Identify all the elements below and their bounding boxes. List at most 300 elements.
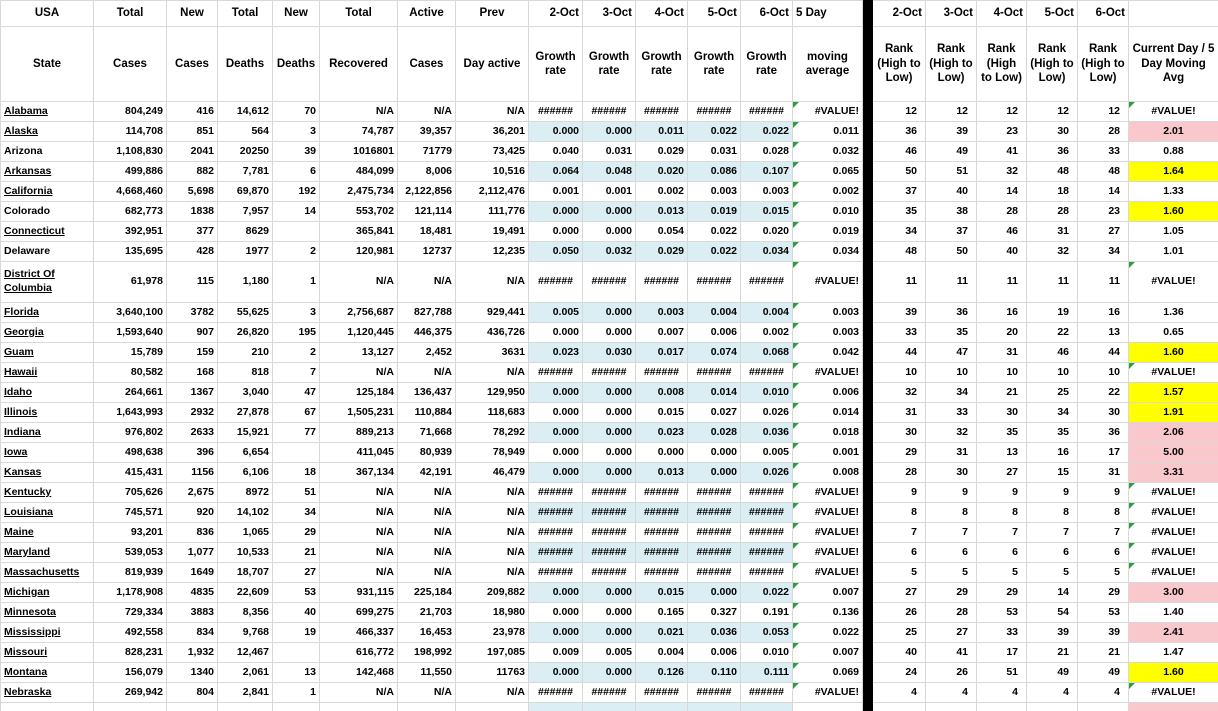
- cell-moving-average[interactable]: #VALUE!: [793, 262, 863, 303]
- cell-active-cases[interactable]: 2,452: [398, 343, 456, 363]
- cell-growth-rate-4[interactable]: 0.074: [688, 343, 741, 363]
- cell-current-vs-avg[interactable]: #VALUE!: [1129, 483, 1218, 503]
- cell-total-deaths[interactable]: 3,040: [218, 383, 273, 403]
- cell-new-cases[interactable]: 1156: [167, 463, 218, 483]
- cell-current-vs-avg[interactable]: 1.60: [1129, 202, 1218, 222]
- cell-active-cases[interactable]: 42,191: [398, 463, 456, 483]
- header-growth-date-2[interactable]: 3-Oct: [583, 1, 636, 27]
- cell-rank-5[interactable]: 17: [1078, 443, 1129, 463]
- cell-new-deaths[interactable]: 77: [273, 423, 320, 443]
- cell-growth-rate-1[interactable]: 0.000: [529, 443, 583, 463]
- cell-prev-day-active[interactable]: N/A: [456, 363, 529, 383]
- cell-growth-rate-2[interactable]: ######: [583, 543, 636, 563]
- cell-growth-rate-5[interactable]: 0.068: [741, 343, 793, 363]
- cell-current-vs-avg[interactable]: #VALUE!: [1129, 543, 1218, 563]
- cell-rank-2[interactable]: 4: [926, 683, 977, 703]
- cell-current-vs-avg[interactable]: 1.01: [1129, 242, 1218, 262]
- header-rank-2[interactable]: Rank (High to Low): [926, 27, 977, 102]
- cell-rank-4[interactable]: 18: [1027, 182, 1078, 202]
- cell-prev-day-active[interactable]: 436,726: [456, 323, 529, 343]
- cell-prev-day-active[interactable]: 11763: [456, 663, 529, 683]
- cell-rank-3[interactable]: 46: [977, 222, 1027, 242]
- cell-new-deaths[interactable]: [273, 643, 320, 663]
- cell-growth-rate-2[interactable]: 0.030: [583, 343, 636, 363]
- cell-current-vs-avg[interactable]: 1.91: [1129, 403, 1218, 423]
- cell-active-cases[interactable]: 198,992: [398, 643, 456, 663]
- cell-growth-rate-4[interactable]: ######: [688, 503, 741, 523]
- cell-active-cases[interactable]: N/A: [398, 683, 456, 703]
- cell-total-deaths[interactable]: 55,625: [218, 303, 273, 323]
- cell-rank-2[interactable]: 26: [926, 663, 977, 683]
- cell-rank-2[interactable]: 40: [926, 182, 977, 202]
- cell-prev-day-active[interactable]: 129,950: [456, 383, 529, 403]
- cell-new-deaths[interactable]: 3: [273, 122, 320, 142]
- cell-growth-rate-3[interactable]: ######: [636, 363, 688, 383]
- cell-total-cases[interactable]: 156,079: [94, 663, 167, 683]
- cell-current-vs-avg[interactable]: 0.65: [1129, 323, 1218, 343]
- cell-active-cases[interactable]: 2,122,856: [398, 182, 456, 202]
- cell-prev-day-active[interactable]: 23,978: [456, 623, 529, 643]
- cell-rank-2[interactable]: 36: [926, 303, 977, 323]
- cell-new-cases[interactable]: 804: [167, 683, 218, 703]
- cell-moving-average[interactable]: 0.136: [793, 603, 863, 623]
- cell-new-deaths[interactable]: 40: [273, 603, 320, 623]
- header-growth-rate-5[interactable]: Growth rate: [741, 27, 793, 102]
- cell-current-vs-avg[interactable]: 1.33: [1129, 182, 1218, 202]
- cell-rank-4[interactable]: 32: [1027, 242, 1078, 262]
- header-rank-5[interactable]: Rank (High to Low): [1078, 27, 1129, 102]
- cell-new-cases[interactable]: 834: [167, 623, 218, 643]
- cell-growth-rate-3[interactable]: 0.008: [636, 383, 688, 403]
- cell-current-vs-avg[interactable]: 2.06: [1129, 423, 1218, 443]
- cell-rank-1[interactable]: 6: [873, 543, 926, 563]
- cell-rank-4[interactable]: 30: [1027, 122, 1078, 142]
- cell-growth-rate-2[interactable]: 0.000: [583, 603, 636, 623]
- cell-new-deaths[interactable]: 27: [273, 563, 320, 583]
- cell-current-vs-avg[interactable]: 1.36: [1129, 303, 1218, 323]
- cell-total-cases[interactable]: 269,942: [94, 683, 167, 703]
- cell-current-vs-avg[interactable]: 2.41: [1129, 623, 1218, 643]
- cell-growth-rate-3[interactable]: ######: [636, 503, 688, 523]
- cell-current-vs-avg[interactable]: 1.57: [1129, 383, 1218, 403]
- cell-total-deaths[interactable]: 10,533: [218, 543, 273, 563]
- cell-rank-4[interactable]: 35: [1027, 423, 1078, 443]
- cell-rank-3[interactable]: 6: [977, 543, 1027, 563]
- cell-total-recovered[interactable]: N/A: [320, 363, 398, 383]
- cell-growth-rate-3[interactable]: 0.126: [636, 663, 688, 683]
- cell-growth-rate-1[interactable]: 0.000: [529, 222, 583, 242]
- cell-rank-3[interactable]: 7: [977, 523, 1027, 543]
- header-new-deaths-1[interactable]: New: [273, 1, 320, 27]
- cell-moving-average[interactable]: 0.010: [793, 202, 863, 222]
- cell-growth-rate-5[interactable]: ######: [741, 563, 793, 583]
- cell-rank-1[interactable]: 5: [873, 563, 926, 583]
- cell-growth-rate-2[interactable]: 0.000: [583, 403, 636, 423]
- cell-state[interactable]: Hawaii: [1, 363, 94, 383]
- cell-rank-5[interactable]: 27: [1078, 222, 1129, 242]
- cell-growth-rate-1[interactable]: 0.005: [529, 303, 583, 323]
- cell-growth-rate-2[interactable]: 0.000: [583, 583, 636, 603]
- cell-growth-rate-2[interactable]: ######: [583, 503, 636, 523]
- cell-rank-1[interactable]: 36: [873, 122, 926, 142]
- cell-growth-rate-4[interactable]: ######: [688, 523, 741, 543]
- cell-total-recovered[interactable]: 2,756,687: [320, 303, 398, 323]
- cell-growth-rate-3[interactable]: ######: [636, 563, 688, 583]
- cell-rank-3[interactable]: 35: [977, 423, 1027, 443]
- cell-growth-rate-2[interactable]: 0.048: [583, 162, 636, 182]
- cell-total-cases[interactable]: 705,626: [94, 483, 167, 503]
- cell-moving-average[interactable]: #VALUE!: [793, 683, 863, 703]
- cell-new-deaths[interactable]: 195: [273, 323, 320, 343]
- cell-growth-rate-2[interactable]: 0.031: [583, 142, 636, 162]
- cell-growth-rate-3[interactable]: 0.003: [636, 303, 688, 323]
- cell-new-cases[interactable]: 115: [167, 262, 218, 303]
- cell-rank-3[interactable]: 51: [977, 663, 1027, 683]
- cell-rank-4[interactable]: 36: [1027, 142, 1078, 162]
- cell-rank-2[interactable]: 49: [926, 142, 977, 162]
- cell-new-cases[interactable]: 920: [167, 503, 218, 523]
- cell-growth-rate-5[interactable]: 0.026: [741, 403, 793, 423]
- cell-prev-day-active[interactable]: 3631: [456, 343, 529, 363]
- cell-rank-3[interactable]: 33: [977, 623, 1027, 643]
- cell-growth-rate-4[interactable]: 0.004: [688, 303, 741, 323]
- cell-moving-average[interactable]: #VALUE!: [793, 363, 863, 383]
- cell-state[interactable]: Kansas: [1, 463, 94, 483]
- cell-growth-rate-4[interactable]: 0.086: [688, 162, 741, 182]
- cell-total-recovered[interactable]: N/A: [320, 262, 398, 303]
- cell-total-cases[interactable]: 1,643,993: [94, 403, 167, 423]
- cell-growth-rate-4[interactable]: 0.027: [688, 403, 741, 423]
- cell-growth-rate-4[interactable]: ######: [688, 683, 741, 703]
- cell-rank-1[interactable]: 10: [873, 363, 926, 383]
- cell-growth-rate-1[interactable]: 0.000: [529, 323, 583, 343]
- cell-current-vs-avg[interactable]: 1.64: [1129, 162, 1218, 182]
- cell-state[interactable]: Louisiana: [1, 503, 94, 523]
- cell-rank-1[interactable]: 28: [873, 463, 926, 483]
- header-day-active[interactable]: Day active: [456, 27, 529, 102]
- cell-rank-3[interactable]: 30: [977, 403, 1027, 423]
- cell-total-deaths[interactable]: 7,957: [218, 202, 273, 222]
- cell-prev-day-active[interactable]: 18,980: [456, 603, 529, 623]
- cell-growth-rate-2[interactable]: ######: [583, 102, 636, 122]
- cell-rank-3[interactable]: 12: [977, 102, 1027, 122]
- cell-growth-rate-5[interactable]: 0.028: [741, 142, 793, 162]
- header-growth-rate-2[interactable]: Growth rate: [583, 27, 636, 102]
- cell-total-recovered[interactable]: N/A: [320, 102, 398, 122]
- cell-prev-day-active[interactable]: 10,516: [456, 162, 529, 182]
- cell-new-deaths[interactable]: 6: [273, 162, 320, 182]
- cell-moving-average[interactable]: #VALUE!: [793, 102, 863, 122]
- cell-rank-5[interactable]: 33: [1078, 142, 1129, 162]
- cell-prev-day-active[interactable]: N/A: [456, 563, 529, 583]
- cell-current-vs-avg[interactable]: 1.40: [1129, 603, 1218, 623]
- cell-growth-rate-2[interactable]: ######: [583, 262, 636, 303]
- cell-growth-rate-1[interactable]: ######: [529, 483, 583, 503]
- cell-total-cases[interactable]: 729,334: [94, 603, 167, 623]
- cell-rank-3[interactable]: 14: [977, 182, 1027, 202]
- cell-rank-2[interactable]: 35: [926, 323, 977, 343]
- cell-state[interactable]: Iowa: [1, 443, 94, 463]
- cell-growth-rate-2[interactable]: 0.000: [583, 383, 636, 403]
- cell-moving-average[interactable]: 0.022: [793, 623, 863, 643]
- cell-new-cases[interactable]: 377: [167, 222, 218, 242]
- cell-total-recovered[interactable]: 1016801: [320, 142, 398, 162]
- cell-growth-rate-5[interactable]: ######: [741, 102, 793, 122]
- cell-current-vs-avg[interactable]: 2.01: [1129, 122, 1218, 142]
- cell-new-cases[interactable]: 1367: [167, 383, 218, 403]
- cell-new-cases[interactable]: 3883: [167, 603, 218, 623]
- cell-state[interactable]: Indiana: [1, 423, 94, 443]
- cell-rank-2[interactable]: 51: [926, 162, 977, 182]
- cell-rank-5[interactable]: 10: [1078, 363, 1129, 383]
- cell-new-deaths[interactable]: 34: [273, 503, 320, 523]
- cell-state[interactable]: Montana: [1, 663, 94, 683]
- cell-state[interactable]: Arkansas: [1, 162, 94, 182]
- header-cases-new[interactable]: Cases: [167, 27, 218, 102]
- cell-growth-rate-4[interactable]: 0.327: [688, 603, 741, 623]
- cell-growth-rate-4[interactable]: ######: [688, 543, 741, 563]
- cell-total-deaths[interactable]: 210: [218, 343, 273, 363]
- cell-rank-3[interactable]: 29: [977, 583, 1027, 603]
- cell-rank-4[interactable]: 19: [1027, 303, 1078, 323]
- cell-prev-day-active[interactable]: N/A: [456, 262, 529, 303]
- cell-state[interactable]: Minnesota: [1, 603, 94, 623]
- cell-moving-average[interactable]: #VALUE!: [793, 563, 863, 583]
- cell-moving-average[interactable]: #VALUE!: [793, 483, 863, 503]
- cell-growth-rate-3[interactable]: 0.013: [636, 202, 688, 222]
- cell-rank-1[interactable]: 24: [873, 663, 926, 683]
- cell-prev-day-active[interactable]: 2,112,476: [456, 182, 529, 202]
- cell-new-deaths[interactable]: 29: [273, 523, 320, 543]
- header-usa[interactable]: USA: [1, 1, 94, 27]
- cell-active-cases[interactable]: N/A: [398, 363, 456, 383]
- header-rank-date-5[interactable]: 6-Oct: [1078, 1, 1129, 27]
- cell-active-cases[interactable]: 225,184: [398, 583, 456, 603]
- cell-growth-rate-4[interactable]: 0.000: [688, 463, 741, 483]
- cell-total-cases[interactable]: 114,708: [94, 122, 167, 142]
- cell-state[interactable]: California: [1, 182, 94, 202]
- cell-state[interactable]: Connecticut: [1, 222, 94, 242]
- cell-growth-rate-2[interactable]: ######: [583, 523, 636, 543]
- cell-growth-rate-2[interactable]: 0.000: [583, 303, 636, 323]
- cell-active-cases[interactable]: 80,939: [398, 443, 456, 463]
- cell-total-recovered[interactable]: N/A: [320, 503, 398, 523]
- cell-growth-rate-5[interactable]: ######: [741, 483, 793, 503]
- cell-growth-rate-3[interactable]: 0.021: [636, 623, 688, 643]
- cell-active-cases[interactable]: 21,703: [398, 603, 456, 623]
- cell-rank-1[interactable]: 32: [873, 383, 926, 403]
- cell-total-recovered[interactable]: 484,099: [320, 162, 398, 182]
- cell-rank-2[interactable]: 7: [926, 523, 977, 543]
- cell-new-deaths[interactable]: 21: [273, 543, 320, 563]
- cell-current-vs-avg[interactable]: 1.60: [1129, 663, 1218, 683]
- cell-rank-3[interactable]: 21: [977, 383, 1027, 403]
- cell-prev-day-active[interactable]: N/A: [456, 102, 529, 122]
- cell-total-cases[interactable]: 819,939: [94, 563, 167, 583]
- cell-total-deaths[interactable]: 6,106: [218, 463, 273, 483]
- header-growth-date-4[interactable]: 5-Oct: [688, 1, 741, 27]
- cell-rank-5[interactable]: 34: [1078, 242, 1129, 262]
- cell-new-cases[interactable]: 1340: [167, 663, 218, 683]
- cell-active-cases[interactable]: 18,481: [398, 222, 456, 242]
- cell-total-recovered[interactable]: 142,468: [320, 663, 398, 683]
- cell-rank-4[interactable]: 12: [1027, 102, 1078, 122]
- cell-total-recovered[interactable]: N/A: [320, 543, 398, 563]
- cell-rank-1[interactable]: 35: [873, 202, 926, 222]
- cell-total-deaths[interactable]: 15,921: [218, 423, 273, 443]
- cell-total-recovered[interactable]: N/A: [320, 683, 398, 703]
- cell-growth-rate-5[interactable]: ######: [741, 683, 793, 703]
- cell-growth-rate-5[interactable]: 0.034: [741, 242, 793, 262]
- cell-rank-2[interactable]: 37: [926, 222, 977, 242]
- cell-growth-rate-4[interactable]: ######: [688, 102, 741, 122]
- cell-growth-rate-3[interactable]: ######: [636, 683, 688, 703]
- cell-growth-rate-3[interactable]: 0.165: [636, 603, 688, 623]
- cell-growth-rate-5[interactable]: 0.053: [741, 623, 793, 643]
- cell-moving-average[interactable]: 0.001: [793, 443, 863, 463]
- header-active-1[interactable]: Active: [398, 1, 456, 27]
- cell-state[interactable]: Georgia: [1, 323, 94, 343]
- cell-rank-2[interactable]: 11: [926, 262, 977, 303]
- cell-prev-day-active[interactable]: 46,479: [456, 463, 529, 483]
- header-ratio-1[interactable]: [1129, 1, 1218, 27]
- cell-rank-2[interactable]: 41: [926, 643, 977, 663]
- header-state[interactable]: State: [1, 27, 94, 102]
- cell-growth-rate-2[interactable]: 0.000: [583, 663, 636, 683]
- cell-growth-rate-3[interactable]: 0.023: [636, 423, 688, 443]
- cell-rank-5[interactable]: 8: [1078, 503, 1129, 523]
- cell-rank-1[interactable]: 8: [873, 503, 926, 523]
- cell-moving-average[interactable]: 0.002: [793, 182, 863, 202]
- cell-prev-day-active[interactable]: 118,683: [456, 403, 529, 423]
- cell-rank-2[interactable]: 12: [926, 102, 977, 122]
- cell-rank-5[interactable]: 5: [1078, 563, 1129, 583]
- cell-growth-rate-3[interactable]: 0.054: [636, 222, 688, 242]
- cell-total-recovered[interactable]: 125,184: [320, 383, 398, 403]
- cell-total-cases[interactable]: 392,951: [94, 222, 167, 242]
- cell-total-cases[interactable]: 80,582: [94, 363, 167, 383]
- cell-moving-average[interactable]: 0.065: [793, 162, 863, 182]
- header-total-recovered-1[interactable]: Total: [320, 1, 398, 27]
- cell-rank-4[interactable]: 16: [1027, 443, 1078, 463]
- cell-rank-1[interactable]: 12: [873, 102, 926, 122]
- cell-state[interactable]: Idaho: [1, 383, 94, 403]
- cell-growth-rate-4[interactable]: ######: [688, 262, 741, 303]
- cell-new-deaths[interactable]: 2: [273, 242, 320, 262]
- cell-current-vs-avg[interactable]: 5.00: [1129, 443, 1218, 463]
- cell-total-cases[interactable]: 1,178,908: [94, 583, 167, 603]
- cell-rank-4[interactable]: 31: [1027, 222, 1078, 242]
- cell-state[interactable]: Mississippi: [1, 623, 94, 643]
- cell-rank-1[interactable]: 40: [873, 643, 926, 663]
- cell-new-cases[interactable]: 2633: [167, 423, 218, 443]
- cell-growth-rate-5[interactable]: 0.026: [741, 463, 793, 483]
- cell-new-cases[interactable]: 3782: [167, 303, 218, 323]
- header-prev-1[interactable]: Prev: [456, 1, 529, 27]
- cell-total-recovered[interactable]: 1,120,445: [320, 323, 398, 343]
- cell-growth-rate-2[interactable]: ######: [583, 563, 636, 583]
- cell-growth-rate-3[interactable]: 0.020: [636, 162, 688, 182]
- cell-current-vs-avg[interactable]: 1.47: [1129, 643, 1218, 663]
- header-current-day-ratio[interactable]: Current Day / 5 Day Moving Avg: [1129, 27, 1218, 102]
- cell-moving-average[interactable]: 0.007: [793, 643, 863, 663]
- cell-total-deaths[interactable]: 818: [218, 363, 273, 383]
- cell-growth-rate-1[interactable]: 0.000: [529, 383, 583, 403]
- cell-growth-rate-2[interactable]: 0.000: [583, 423, 636, 443]
- cell-total-recovered[interactable]: 411,045: [320, 443, 398, 463]
- cell-growth-rate-5[interactable]: 0.010: [741, 383, 793, 403]
- cell-rank-1[interactable]: 29: [873, 443, 926, 463]
- cell-active-cases[interactable]: 8,006: [398, 162, 456, 182]
- cell-total-cases[interactable]: 415,431: [94, 463, 167, 483]
- cell-rank-4[interactable]: 49: [1027, 663, 1078, 683]
- cell-moving-average[interactable]: 0.069: [793, 663, 863, 683]
- cell-new-deaths[interactable]: [273, 222, 320, 242]
- cell-rank-1[interactable]: 26: [873, 603, 926, 623]
- cell-rank-4[interactable]: 9: [1027, 483, 1078, 503]
- cell-new-deaths[interactable]: 14: [273, 202, 320, 222]
- cell-rank-5[interactable]: 6: [1078, 543, 1129, 563]
- cell-moving-average[interactable]: 0.019: [793, 222, 863, 242]
- cell-growth-rate-1[interactable]: 0.000: [529, 403, 583, 423]
- cell-rank-5[interactable]: 30: [1078, 403, 1129, 423]
- cell-total-recovered[interactable]: 367,134: [320, 463, 398, 483]
- cell-growth-rate-5[interactable]: 0.191: [741, 603, 793, 623]
- cell-growth-rate-4[interactable]: 0.006: [688, 323, 741, 343]
- cell-growth-rate-5[interactable]: ######: [741, 523, 793, 543]
- cell-moving-average[interactable]: 0.014: [793, 403, 863, 423]
- cell-rank-3[interactable]: 20: [977, 323, 1027, 343]
- cell-growth-rate-1[interactable]: ######: [529, 563, 583, 583]
- cell-rank-2[interactable]: 34: [926, 383, 977, 403]
- cell-growth-rate-5[interactable]: 0.036: [741, 423, 793, 443]
- cell-growth-rate-5[interactable]: 0.022: [741, 122, 793, 142]
- cell-growth-rate-5[interactable]: ######: [741, 363, 793, 383]
- header-growth-date-5[interactable]: 6-Oct: [741, 1, 793, 27]
- cell-rank-1[interactable]: 50: [873, 162, 926, 182]
- header-deaths[interactable]: Deaths: [218, 27, 273, 102]
- cell-current-vs-avg[interactable]: 1.60: [1129, 343, 1218, 363]
- cell-rank-2[interactable]: 8: [926, 503, 977, 523]
- cell-rank-1[interactable]: 46: [873, 142, 926, 162]
- cell-growth-rate-4[interactable]: 0.110: [688, 663, 741, 683]
- cell-growth-rate-4[interactable]: 0.031: [688, 142, 741, 162]
- cell-active-cases[interactable]: 110,884: [398, 403, 456, 423]
- cell-total-deaths[interactable]: 27,878: [218, 403, 273, 423]
- cell-current-vs-avg[interactable]: 3.31: [1129, 463, 1218, 483]
- cell-state[interactable]: Maine: [1, 523, 94, 543]
- cell-state[interactable]: Missouri: [1, 643, 94, 663]
- cell-new-deaths[interactable]: 18: [273, 463, 320, 483]
- cell-growth-rate-2[interactable]: 0.000: [583, 623, 636, 643]
- cell-rank-1[interactable]: 34: [873, 222, 926, 242]
- cell-new-cases[interactable]: 5,698: [167, 182, 218, 202]
- cell-rank-4[interactable]: 21: [1027, 643, 1078, 663]
- cell-growth-rate-5[interactable]: 0.010: [741, 643, 793, 663]
- header-growth-date-3[interactable]: 4-Oct: [636, 1, 688, 27]
- cell-rank-1[interactable]: 11: [873, 262, 926, 303]
- cell-total-cases[interactable]: 499,886: [94, 162, 167, 182]
- cell-rank-2[interactable]: 9: [926, 483, 977, 503]
- cell-active-cases[interactable]: N/A: [398, 483, 456, 503]
- cell-new-cases[interactable]: 851: [167, 122, 218, 142]
- cell-total-recovered[interactable]: 889,213: [320, 423, 398, 443]
- cell-growth-rate-2[interactable]: 0.000: [583, 122, 636, 142]
- cell-growth-rate-4[interactable]: 0.000: [688, 583, 741, 603]
- cell-state[interactable]: Kentucky: [1, 483, 94, 503]
- cell-rank-5[interactable]: 14: [1078, 182, 1129, 202]
- cell-growth-rate-4[interactable]: 0.019: [688, 202, 741, 222]
